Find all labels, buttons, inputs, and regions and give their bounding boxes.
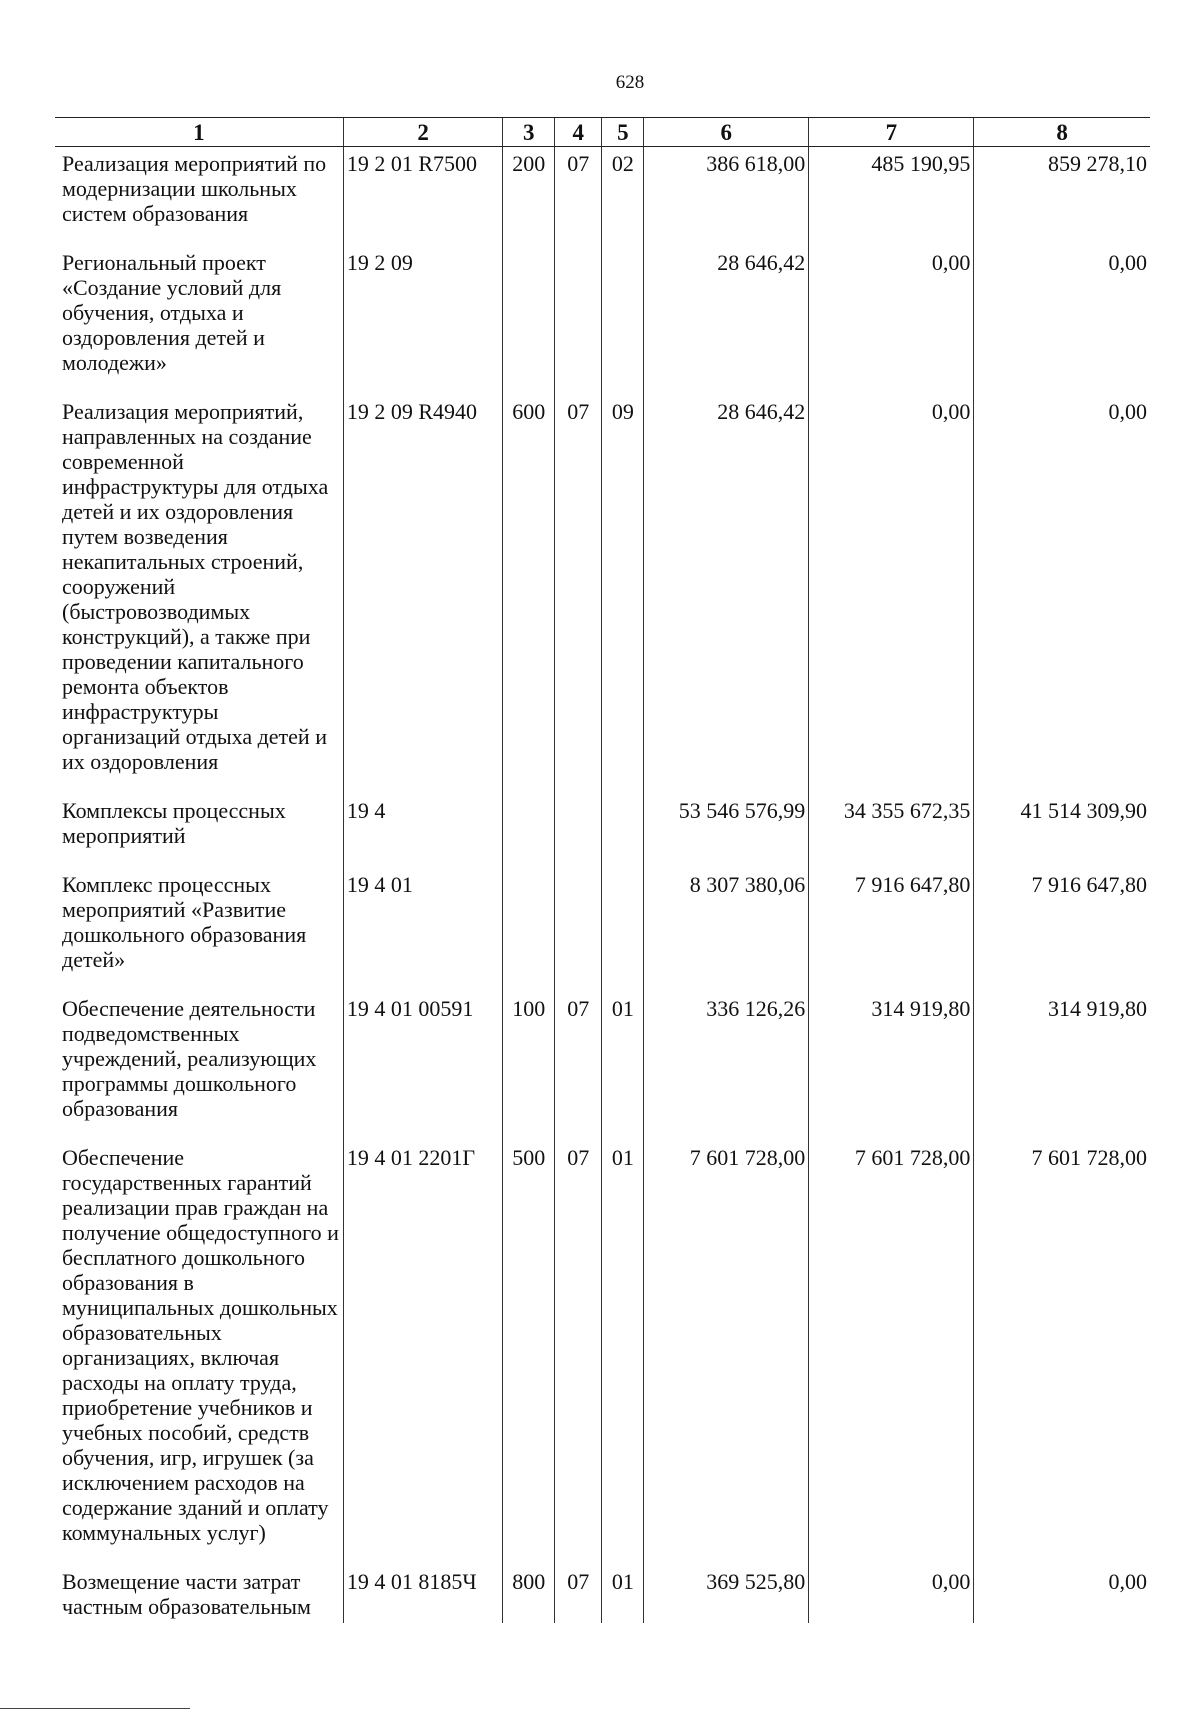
row-value-col7: 7 916 647,80	[809, 868, 974, 992]
scan-edge-line	[0, 1708, 190, 1709]
row-section: 07	[555, 147, 602, 247]
row-expense-type: 600	[503, 395, 555, 794]
table-row	[55, 147, 1150, 247]
row-section	[555, 246, 602, 395]
row-target-code: 19 4 01 2201Г	[343, 1141, 503, 1565]
row-section: 07	[555, 1141, 602, 1565]
row-target-code: 19 2 09 R4940	[343, 395, 503, 794]
row-target-code: 19 2 01 R7500	[343, 147, 503, 247]
row-value-col6: 336 126,26	[644, 992, 809, 1141]
row-expense-type: 800	[503, 1565, 555, 1623]
header-col-6: 6	[644, 118, 809, 147]
row-value-col6: 28 646,42	[644, 246, 809, 395]
row-value-col7: 314 919,80	[809, 992, 974, 1141]
budget-table	[55, 117, 1150, 1623]
row-expense-type	[503, 868, 555, 992]
row-section	[555, 868, 602, 992]
row-subsection: 01	[602, 1141, 644, 1565]
row-name: Обеспечение деятельности подведомственных учреждений, реализующих программы дошкольного образования	[62, 996, 317, 1121]
row-name: Реализация мероприятий по модернизации школьных систем образования	[62, 151, 327, 226]
row-subsection	[602, 868, 644, 992]
row-target-code: 19 4 01 8185Ч	[343, 1565, 503, 1623]
header-col-4: 4	[555, 118, 602, 147]
table-header	[55, 118, 1150, 147]
row-value-col6: 28 646,42	[644, 395, 809, 794]
header-col-3: 3	[503, 118, 555, 147]
row-section	[555, 794, 602, 868]
row-value-col8: 859 278,10	[974, 147, 1150, 247]
table-row	[55, 992, 1150, 1141]
row-name: Региональный проект «Создание условий для обучения, отдыха и оздоровления детей и молодежи»	[62, 250, 282, 375]
row-target-code: 19 4 01	[343, 868, 503, 992]
row-name: Возмещение части затрат частным образовательным	[62, 1569, 311, 1619]
row-subsection: 09	[602, 395, 644, 794]
row-name: Комплекс процессных мероприятий «Развитие дошкольного образования детей»	[62, 872, 307, 972]
row-section: 07	[555, 1565, 602, 1623]
row-value-col8: 0,00	[974, 1565, 1150, 1623]
row-name: Комплексы процессных мероприятий	[62, 798, 286, 848]
header-col-1: 1	[55, 118, 343, 147]
row-value-col6: 369 525,80	[644, 1565, 809, 1623]
budget-table-container	[55, 117, 1150, 1623]
row-value-col6: 386 618,00	[644, 147, 809, 247]
row-value-col8: 7 601 728,00	[974, 1141, 1150, 1565]
row-value-col8: 7 916 647,80	[974, 868, 1150, 992]
header-col-2: 2	[343, 118, 503, 147]
row-expense-type	[503, 246, 555, 395]
row-value-col8: 0,00	[974, 246, 1150, 395]
row-subsection: 01	[602, 1565, 644, 1623]
row-value-col8: 314 919,80	[974, 992, 1150, 1141]
table-body	[55, 147, 1150, 1624]
row-expense-type: 100	[503, 992, 555, 1141]
row-value-col7: 7 601 728,00	[809, 1141, 974, 1565]
row-target-code: 19 4 01 00591	[343, 992, 503, 1141]
table-row	[55, 794, 1150, 868]
table-row	[55, 868, 1150, 992]
row-expense-type: 200	[503, 147, 555, 247]
header-col-7: 7	[809, 118, 974, 147]
row-section: 07	[555, 395, 602, 794]
row-target-code: 19 4	[343, 794, 503, 868]
row-subsection: 01	[602, 992, 644, 1141]
header-row	[55, 118, 1150, 147]
row-value-col7: 485 190,95	[809, 147, 974, 247]
row-subsection	[602, 246, 644, 395]
row-value-col7: 34 355 672,35	[809, 794, 974, 868]
table-row	[55, 1565, 1150, 1623]
row-value-col7: 0,00	[809, 246, 974, 395]
row-name: Обеспечение государственных гарантий реализации прав граждан на получение общедоступного и бесплатного дошкольного образования в муниципальных дошкольных образовательных организациях, включая расходы на оплату труда, приобретение учебников и учебных пособий, средств обучения, игр, игрушек (за исключением расходов на содержание зданий и оплату коммунальных услуг)	[62, 1145, 339, 1545]
row-name: Реализация мероприятий, направленных на создание современной инфраструктуры для отдыха детей и их оздоровления путем возведения некапитальных строений, сооружений (быстровозводимых конструкций), а также при проведении капитального ремонта объектов инфраструктуры организаций отдыха детей и их оздоровления	[62, 399, 329, 774]
row-value-col8: 0,00	[974, 395, 1150, 794]
row-value-col7: 0,00	[809, 1565, 974, 1623]
row-subsection: 02	[602, 147, 644, 247]
header-col-8: 8	[974, 118, 1150, 147]
table-row	[55, 246, 1150, 395]
row-expense-type	[503, 794, 555, 868]
row-value-col7: 0,00	[809, 395, 974, 794]
header-col-5: 5	[602, 118, 644, 147]
row-value-col6: 53 546 576,99	[644, 794, 809, 868]
row-value-col6: 7 601 728,00	[644, 1141, 809, 1565]
row-target-code: 19 2 09	[343, 246, 503, 395]
row-subsection	[602, 794, 644, 868]
row-expense-type: 500	[503, 1141, 555, 1565]
page-number: 628	[615, 72, 645, 93]
row-section: 07	[555, 992, 602, 1141]
row-value-col8: 41 514 309,90	[974, 794, 1150, 868]
row-value-col6: 8 307 380,06	[644, 868, 809, 992]
table-row	[55, 395, 1150, 794]
table-row	[55, 1141, 1150, 1565]
